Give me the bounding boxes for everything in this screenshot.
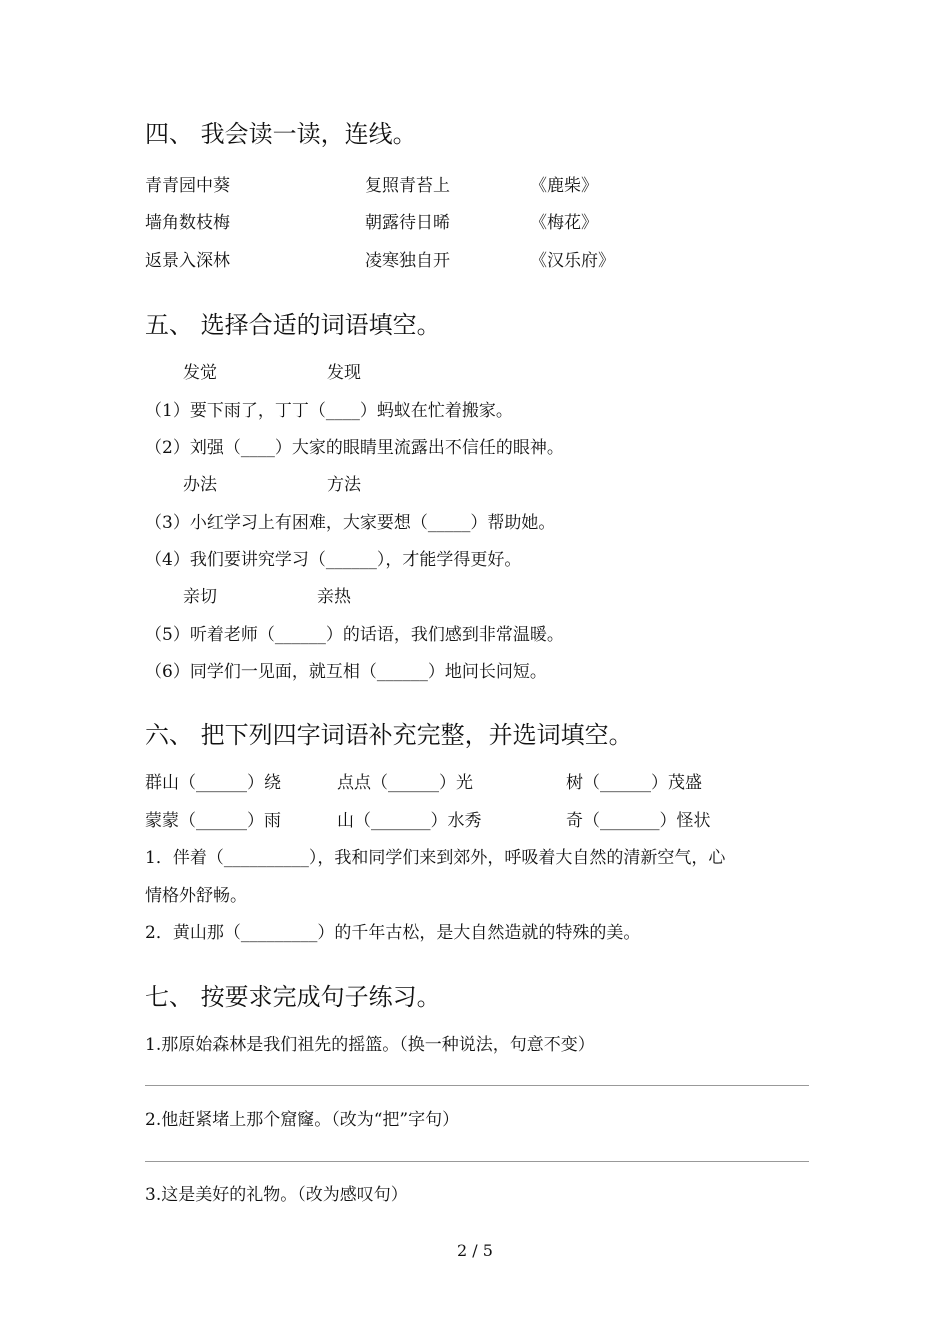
sentence-task-3: 3.这是美好的礼物。（改为感叹句） [145, 1185, 408, 1205]
section4-title: 四、 我会读一读，连线。 [145, 120, 417, 148]
poem-line-a1: 青青园中葵 [145, 176, 230, 196]
section7-title: 七、 按要求完成句子练习。 [145, 983, 441, 1011]
answer-line [145, 1085, 809, 1086]
page-number: 2 / 5 [457, 1241, 493, 1260]
idiom-blank: 山（_______）水秀 [337, 811, 482, 831]
sentence-task-2: 2.他赶紧堵上那个窟窿。（改为“把”字句） [145, 1110, 460, 1130]
poem-line-b3: 凌寒独自开 [365, 251, 450, 271]
section5-title: 五、 选择合适的词语填空。 [145, 311, 441, 339]
fill-item-6: （6）同学们一见面，就互相（______）地问长问短。 [145, 662, 547, 682]
idiom-blank: 奇（_______）怪状 [566, 811, 711, 831]
fill-item-1: （1）要下雨了，丁丁（____）蚂蚁在忙着搬家。 [145, 401, 513, 421]
idiom-blank: 群山（______）绕 [145, 773, 281, 793]
idiom-question-2: 2．黄山那（_________）的千年古松，是大自然造就的特殊的美。 [145, 923, 641, 943]
fill-item-5: （5）听着老师（______）的话语，我们感到非常温暖。 [145, 625, 564, 645]
poem-title-3: 《汉乐府》 [530, 251, 615, 271]
idiom-question-1: 1．伴着（__________），我和同学们来到郊外，呼吸着大自然的清新空气，心 [145, 848, 726, 868]
fill-item-4: （4）我们要讲究学习（______），才能学得更好。 [145, 550, 522, 570]
sentence-task-1: 1.那原始森林是我们祖先的摇篮。（换一种说法，句意不变） [145, 1035, 595, 1055]
word-choice: 办法 [183, 475, 217, 495]
answer-line [145, 1161, 809, 1162]
poem-title-1: 《鹿柴》 [530, 176, 598, 196]
idiom-blank: 树（______）茂盛 [566, 773, 702, 793]
idiom-question-1-cont: 情格外舒畅。 [145, 886, 247, 906]
word-choice: 发现 [327, 363, 361, 383]
word-choice: 亲热 [317, 587, 351, 607]
fill-item-2: （2）刘强（____）大家的眼睛里流露出不信任的眼神。 [145, 438, 564, 458]
poem-line-b2: 朝露待日晞 [365, 213, 450, 233]
poem-line-b1: 复照青苔上 [365, 176, 450, 196]
idiom-blank: 蒙蒙（______）雨 [145, 811, 281, 831]
poem-title-2: 《梅花》 [530, 213, 598, 233]
idiom-blank: 点点（______）光 [337, 773, 473, 793]
word-choice: 方法 [327, 475, 361, 495]
poem-line-a2: 墙角数枝梅 [145, 213, 230, 233]
section6-title: 六、 把下列四字词语补充完整，并选词填空。 [145, 721, 633, 749]
fill-item-3: （3）小红学习上有困难，大家要想（_____）帮助她。 [145, 513, 556, 533]
word-choice: 发觉 [183, 363, 217, 383]
poem-line-a3: 返景入深林 [145, 251, 230, 271]
word-choice: 亲切 [183, 587, 217, 607]
